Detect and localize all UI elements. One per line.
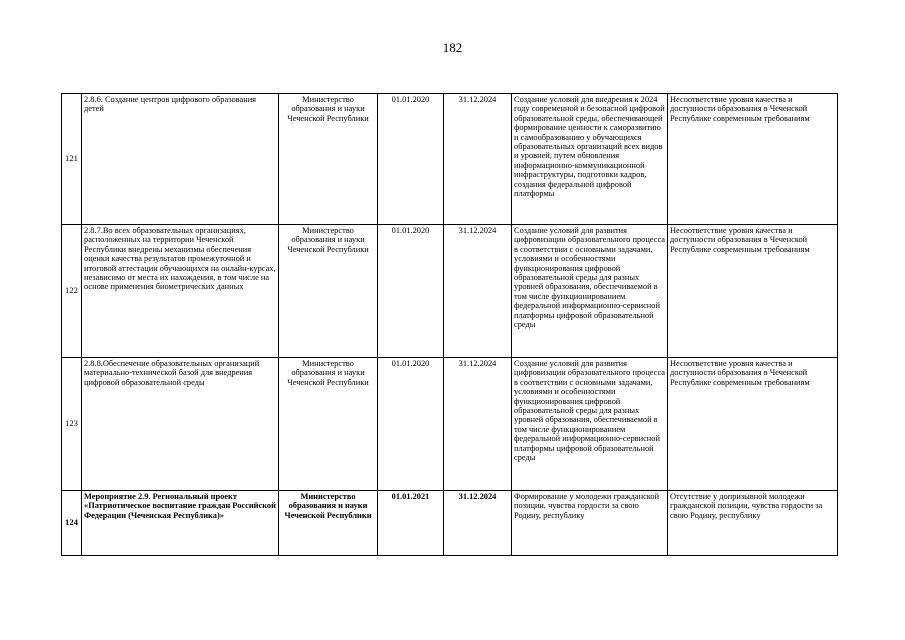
executor: Министерство образования и науки Чеченской Республики <box>279 358 378 491</box>
start-date: 01.01.2020 <box>378 94 444 225</box>
measure-title: Мероприятие 2.9. Региональный проект «Патриотическое воспитание граждан Российской Федерации (Чеченская Республика)» <box>82 491 279 556</box>
start-date: 01.01.2020 <box>378 225 444 358</box>
consequence: Несоответствие уровня качества и доступности образования в Чеченской Республике современным требованиям <box>668 94 838 225</box>
expected-result: Формирование у молодежи гражданской позиции, чувства гордости за свою Родину, республику <box>512 491 668 556</box>
consequence: Несоответствие уровня качества и доступности образования в Чеченской Республике современным требованиям <box>668 225 838 358</box>
table-row <box>62 491 838 556</box>
measure-title: 2.8.7.Во всех образовательных организациях, расположенных на территории Чеченской Республики внедрены механизмы обеспечения оценки качества результатов промежуточной и итоговой аттестации обучающихся на онлайн-курсах, независимо от места их нахождения, в том числе на основе применения биометрических данных <box>82 225 279 358</box>
expected-result: Создание условий для развития цифровизации образовательного процесса в соответствии с основными задачами, условиями и особенностями функционирования цифровой образовательной среды для разных уровней образования, обеспечиваемой в том числе функционированием федеральной информационно-сервисной платформы цифровой образовательной среды <box>512 358 668 491</box>
executor: Министерство образования и науки Чеченской Республики <box>279 225 378 358</box>
expected-result: Создание условий для развития цифровизации образовательного процесса в соответствии с основными задачами, условиями и особенностями функционирования цифровой образовательной среды для разных уровней образования, обеспечиваемой в том числе функционированием федеральной информационно-сервисной платформы цифровой образовательной среды <box>512 225 668 358</box>
end-date: 31.12.2024 <box>444 225 512 358</box>
row-number: 123 <box>62 358 82 491</box>
end-date: 31.12.2024 <box>444 94 512 225</box>
row-number: 122 <box>62 225 82 358</box>
measure-title: 2.8.8.Обеспечение образовательных организаций материально-технической базой для внедрения цифровой образовательной среды <box>82 358 279 491</box>
measure-title: 2.8.6. Создание центров цифрового образования детей <box>82 94 279 225</box>
end-date: 31.12.2024 <box>444 491 512 556</box>
table-row <box>62 94 838 225</box>
executor: Министерство образования и науки Чеченской Республики <box>279 94 378 225</box>
expected-result: Создание условий для внедрения к 2024 году современной и безопасной цифровой образовательной среды, обеспечивающей формирование ценности к саморазвитию и самообразованию у обучающихся образовательных организаций всех видов и уровней, путем обновления информационно-коммуникационной инфраструктуры, подготовки кадров, создания федеральной цифровой платформы <box>512 94 668 225</box>
end-date: 31.12.2024 <box>444 358 512 491</box>
row-number: 124 <box>62 491 82 556</box>
table-row <box>62 225 838 358</box>
row-number: 121 <box>62 94 82 225</box>
consequence: Несоответствие уровня качества и доступности образования в Чеченской Республике современным требованиям <box>668 358 838 491</box>
executor: Министерство образования и науки Чеченской Республики <box>279 491 378 556</box>
measures-table <box>61 93 838 556</box>
consequence: Отсутствие у допризывной молодежи гражданской позиции, чувства гордости за свою Родину, республику <box>668 491 838 556</box>
start-date: 01.01.2020 <box>378 358 444 491</box>
table-row <box>62 358 838 491</box>
page-number: 182 <box>442 40 463 55</box>
start-date: 01.01.2021 <box>378 491 444 556</box>
